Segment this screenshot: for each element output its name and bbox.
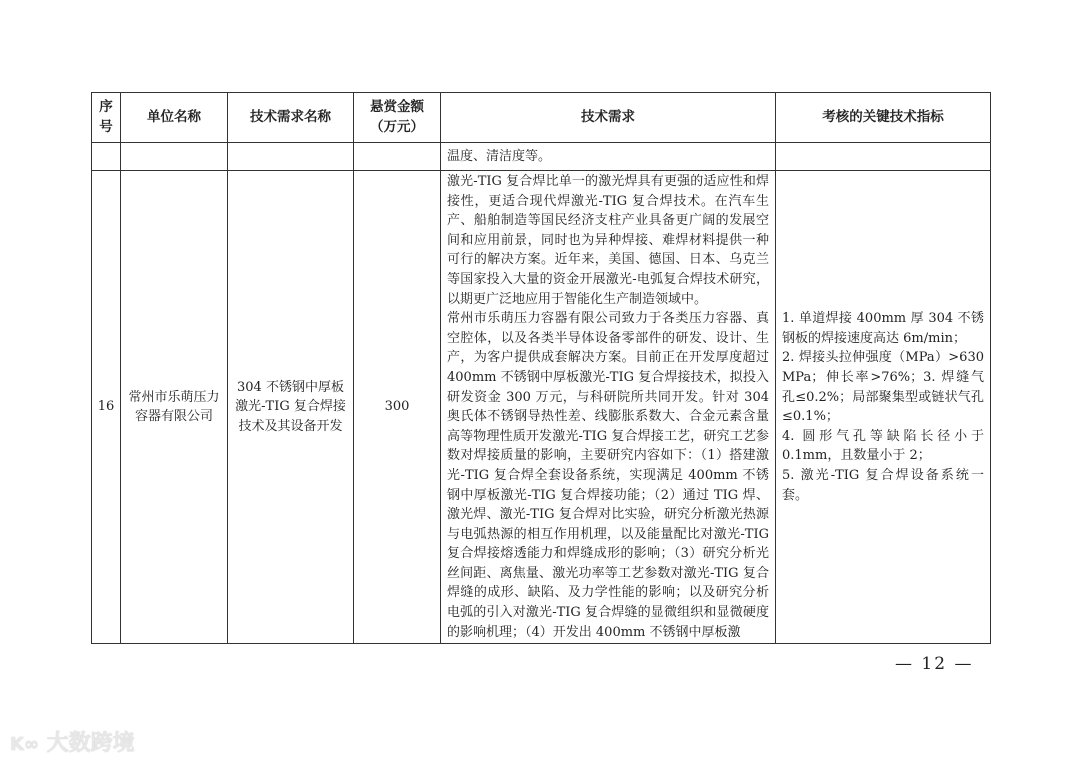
row-index: 16 [92, 171, 121, 644]
header-row [92, 93, 991, 143]
watermark-text: 大数跨境 [46, 731, 135, 756]
row-kpis [776, 171, 991, 644]
header-index: 序号 [92, 93, 121, 143]
table-row [92, 171, 991, 644]
watermark [10, 726, 135, 757]
header-requirement: 技术需求 [441, 93, 776, 143]
row-requirement [441, 171, 776, 644]
kpi-item: 4. 圆形气孔等缺陷长径小于 0.1mm，且数量小于 2； [782, 428, 984, 464]
kpi-item: 2. 焊接头拉伸强度（MPa）>630 MPa；伸长率>76%；3. 焊缝气孔≤0.2%；局部聚集型或链状气孔≤0.1%； [782, 350, 984, 425]
header-kpi: 考核的关键技术指标 [776, 93, 991, 143]
row-need-name: 304 不锈钢中厚板激光-TIG 复合焊接技术及其设备开发 [228, 171, 354, 644]
requirement-paragraph: 常州市乐萌压力容器有限公司致力于各类压力容器、真空腔体，以及各类半导体设备零部件的研发、设计、生产，为客户提供成套解决方案。目前正在开发厚度超过 400mm 不锈钢中厚板激光-TIG 复合焊接技术，拟投入研发资金 300 万元，与科研院所共同开发。针对 304 奥氏体不锈钢导热性差、线膨胀系数大、合金元素含量高等物理性质开发激光-TIG 复合焊接工艺，研究工艺参数对焊接质量的影响，主要研究内容如下：（1）搭建激光-TIG 复合焊全套设备系统，实现满足 400mm 不锈钢中厚板激光-TIG 复合焊接功能；（2）通过 TIG 焊、激光焊、激光-TIG 复合焊对比实验，研究分析激光热源与电弧热源的相互作用机理，以及能量配比对激光-TIG 复合焊接熔透能力和焊缝成形的影响；（3）研究分析光丝间距、离焦量、激光功率等工艺参数对激光-TIG 复合焊缝的成形、缺陷、及力学性能的影响；以及研究分析电弧的引入对激光-TIG 复合焊缝的显微组织和显微硬度的影响机理；（4）开发出 400mm 不锈钢中厚板激 [447, 311, 769, 640]
header-amount: 悬赏金额（万元） [354, 93, 441, 143]
tech-needs-table [91, 92, 991, 644]
requirement-tail: 温度、清洁度等。 [441, 143, 776, 171]
page-number: — 12 — [895, 654, 974, 674]
row-amount: 300 [354, 171, 441, 644]
header-need-name: 技术需求名称 [228, 93, 354, 143]
watermark-logo-icon: K∞ [10, 734, 39, 755]
kpi-item: 5. 激光-TIG 复合焊设备系统一套。 [782, 467, 984, 503]
row-unit: 常州市乐萌压力容器有限公司 [121, 171, 228, 644]
header-unit: 单位名称 [121, 93, 228, 143]
table-row [92, 143, 991, 171]
kpi-item: 1. 单道焊接 400mm 厚 304 不锈钢板的焊接速度高达 6m/min； [782, 311, 984, 346]
requirement-paragraph: 激光-TIG 复合焊比单一的激光焊具有更强的适应性和焊接性，更适合现代焊激光-TIG 复合焊技术。在汽车生产、船舶制造等国民经济支柱产业具备更广阔的发展空间和应用前景，同时也为异种焊接、难焊材料提供一种可行的解决方案。近年来，美国、德国、日本、乌克兰等国家投入大量的资金开展激光-电弧复合焊技术研究，以期更广泛地应用于智能化生产制造领域中。 [447, 174, 769, 307]
